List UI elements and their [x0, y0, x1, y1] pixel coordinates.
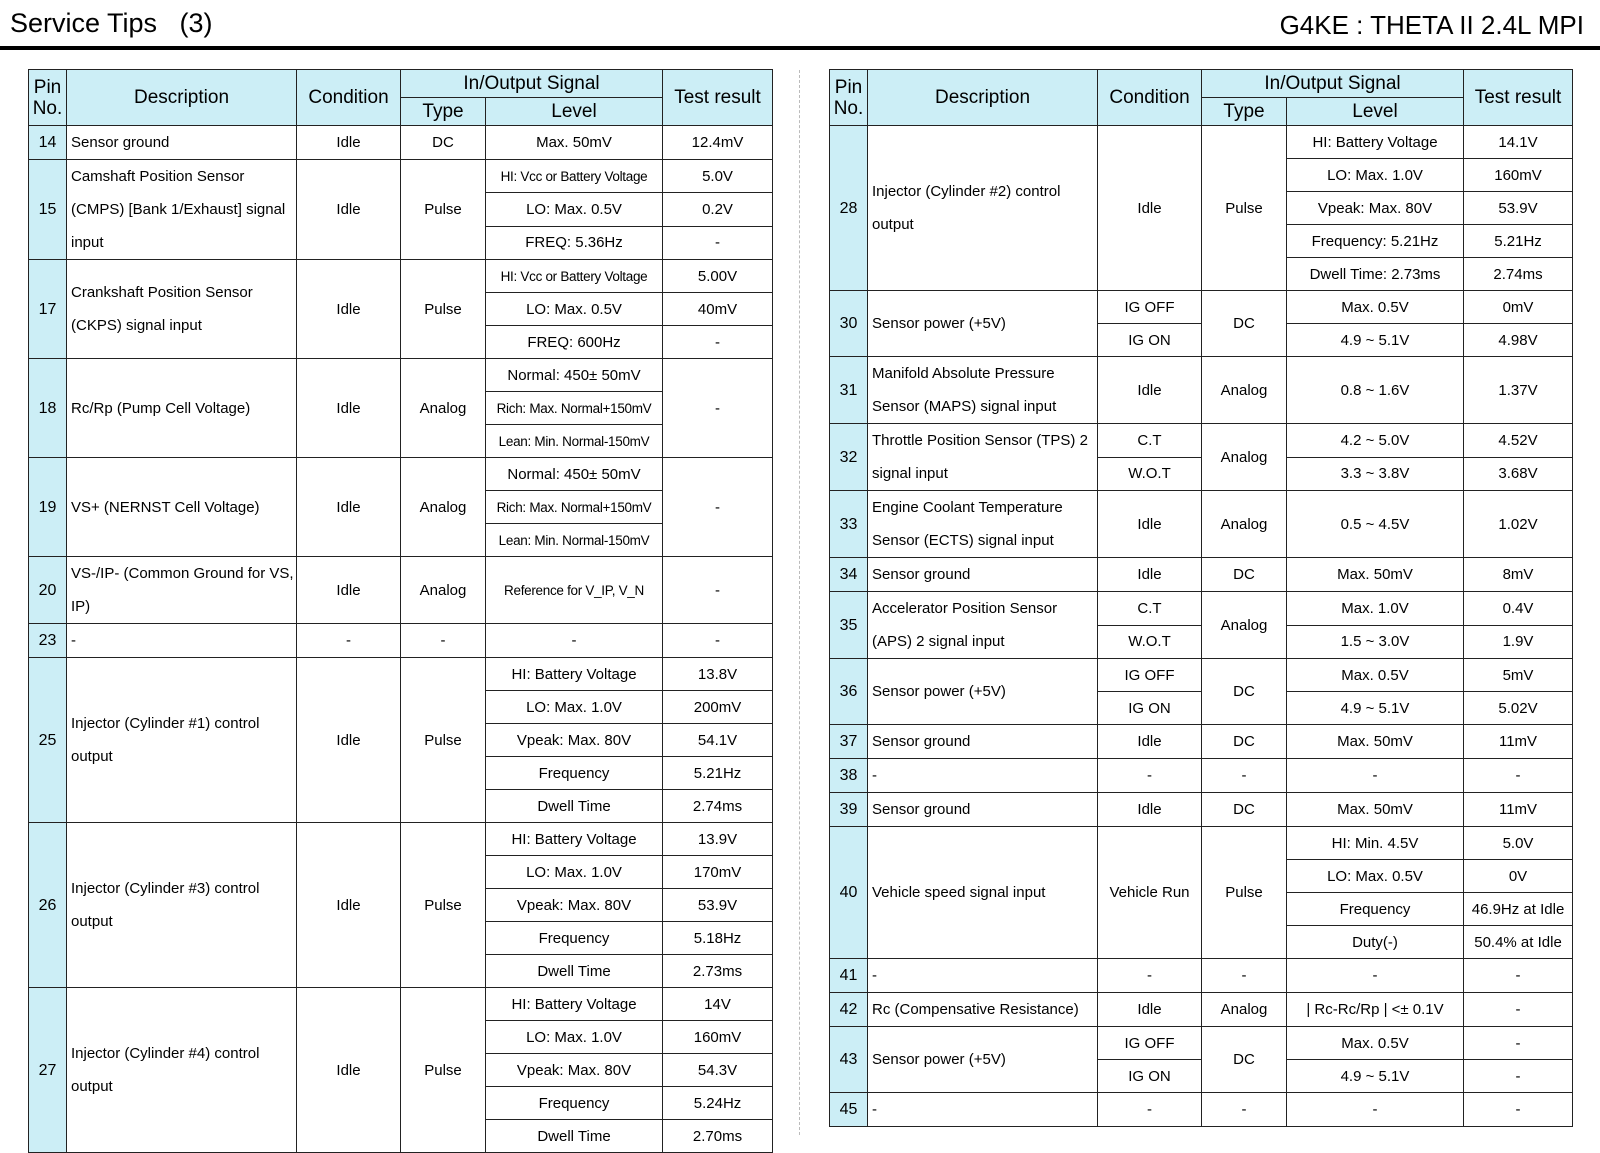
pin-condition: W.O.T	[1098, 625, 1202, 659]
test-result: 0mV	[1464, 291, 1573, 324]
signal-type: Pulse	[401, 823, 486, 988]
signal-level: 4.9 ~ 5.1V	[1287, 1060, 1464, 1093]
pin-condition: IG ON	[1098, 1060, 1202, 1093]
signal-type: Analog	[1202, 592, 1287, 659]
pin-header: Pin No.	[830, 70, 868, 126]
signal-type: -	[401, 624, 486, 658]
pin-condition: C.T	[1098, 424, 1202, 458]
pin-description: Sensor power (+5V)	[868, 291, 1098, 357]
signal-type: Pulse	[1202, 827, 1287, 959]
pin-condition: Idle	[297, 160, 401, 260]
test-result: 1.9V	[1464, 625, 1573, 659]
signal-type: DC	[1202, 1027, 1287, 1093]
signal-type: DC	[1202, 793, 1287, 827]
pin-condition: Idle	[1098, 993, 1202, 1027]
table-row	[830, 1093, 1573, 1127]
result-header: Test result	[1464, 70, 1573, 126]
test-result: 4.52V	[1464, 424, 1573, 458]
condition-header: Condition	[1098, 70, 1202, 126]
test-result: 5.0V	[1464, 827, 1573, 860]
table-row	[830, 291, 1573, 324]
signal-level: Rich: Max. Normal+150mV	[486, 392, 663, 425]
table-row	[29, 823, 773, 856]
table-row	[29, 624, 773, 658]
level-header: Level	[1287, 98, 1464, 126]
signal-type: DC	[1202, 291, 1287, 357]
table-row	[830, 1027, 1573, 1060]
table-row	[29, 126, 773, 160]
pin-condition: Idle	[1098, 793, 1202, 827]
test-result: 14.1V	[1464, 126, 1573, 159]
test-result: 1.37V	[1464, 357, 1573, 424]
signal-type: DC	[1202, 659, 1287, 725]
test-result: 0.2V	[663, 193, 773, 226]
signal-level: Frequency	[486, 1087, 663, 1120]
signal-level: Dwell Time: 2.73ms	[1287, 258, 1464, 291]
test-result: 53.9V	[1464, 192, 1573, 225]
pin-description: Rc/Rp (Pump Cell Voltage)	[67, 359, 297, 458]
pin-number: 34	[830, 558, 868, 592]
pin-condition: Idle	[1098, 725, 1202, 759]
table-row	[830, 126, 1573, 159]
signal-level: FREQ: 600Hz	[486, 326, 663, 359]
pin-description: Sensor power (+5V)	[868, 1027, 1098, 1093]
signal-level: Dwell Time	[486, 955, 663, 988]
pin-condition: Idle	[297, 557, 401, 624]
signal-type: Pulse	[401, 658, 486, 823]
signal-level: Max. 0.5V	[1287, 291, 1464, 324]
test-result: 2.73ms	[663, 955, 773, 988]
pin-description: Accelerator Position Sensor (APS) 2 signal input	[868, 592, 1098, 659]
pin-condition: Idle	[1098, 558, 1202, 592]
pin-description: Sensor ground	[868, 793, 1098, 827]
test-result: 160mV	[1464, 159, 1573, 192]
test-result: 160mV	[663, 1021, 773, 1054]
pin-condition: C.T	[1098, 592, 1202, 626]
pin-condition: -	[1098, 759, 1202, 793]
signal-level: HI: Vcc or Battery Voltage	[486, 260, 663, 293]
pin-header: Pin No.	[29, 70, 67, 126]
test-result: -	[663, 359, 773, 458]
table-row	[830, 993, 1573, 1027]
pin-number: 31	[830, 357, 868, 424]
table-row	[29, 458, 773, 491]
pin-number: 43	[830, 1027, 868, 1093]
pin-number: 15	[29, 160, 67, 260]
signal-level: 0.5 ~ 4.5V	[1287, 491, 1464, 558]
test-result: 11mV	[1464, 793, 1573, 827]
table-row	[29, 260, 773, 293]
signal-level: HI: Battery Voltage	[486, 658, 663, 691]
pin-description: Camshaft Position Sensor (CMPS) [Bank 1/Exhaust] signal input	[67, 160, 297, 260]
test-result: 2.74ms	[663, 790, 773, 823]
pin-number: 41	[830, 959, 868, 993]
pin-number: 27	[29, 988, 67, 1153]
signal-level: FREQ: 5.36Hz	[486, 226, 663, 259]
pin-condition: IG ON	[1098, 324, 1202, 357]
signal-level: Lean: Min. Normal-150mV	[486, 524, 663, 557]
pin-description: Sensor ground	[868, 725, 1098, 759]
pin-number: 40	[830, 827, 868, 959]
pin-condition: Idle	[297, 988, 401, 1153]
pin-description: Sensor ground	[868, 558, 1098, 592]
table-row	[830, 725, 1573, 759]
pin-condition: Idle	[297, 126, 401, 160]
pin-condition: IG ON	[1098, 692, 1202, 725]
signal-level: 4.9 ~ 5.1V	[1287, 324, 1464, 357]
pin-condition: IG OFF	[1098, 1027, 1202, 1060]
test-result: 5.18Hz	[663, 922, 773, 955]
pin-description: Sensor power (+5V)	[868, 659, 1098, 725]
signal-header: In/Output Signal	[401, 70, 663, 98]
page-divider	[799, 70, 800, 1135]
pin-description: Engine Coolant Temperature Sensor (ECTS) signal input	[868, 491, 1098, 558]
pin-number: 35	[830, 592, 868, 659]
signal-type: Pulse	[1202, 126, 1287, 291]
signal-level: Max. 50mV	[1287, 558, 1464, 592]
signal-level: 3.3 ~ 3.8V	[1287, 457, 1464, 491]
pin-description: Injector (Cylinder #2) control output	[868, 126, 1098, 291]
signal-type: Analog	[1202, 491, 1287, 558]
pin-number: 25	[29, 658, 67, 823]
signal-level: 0.8 ~ 1.6V	[1287, 357, 1464, 424]
signal-level: Vpeak: Max. 80V	[1287, 192, 1464, 225]
signal-level: | Rc-Rc/Rp | <± 0.1V	[1287, 993, 1464, 1027]
test-result: -	[663, 326, 773, 359]
signal-level: HI: Min. 4.5V	[1287, 827, 1464, 860]
signal-level: Vpeak: Max. 80V	[486, 724, 663, 757]
test-result: 0.4V	[1464, 592, 1573, 626]
signal-level: 4.2 ~ 5.0V	[1287, 424, 1464, 458]
test-result: 5.21Hz	[1464, 225, 1573, 258]
test-result: 0V	[1464, 860, 1573, 893]
page-title: Service Tips (3)	[10, 8, 213, 38]
test-result: 1.02V	[1464, 491, 1573, 558]
pin-condition: -	[297, 624, 401, 658]
pin-table-left	[28, 69, 773, 1153]
pin-description: -	[868, 959, 1098, 993]
pin-condition: IG OFF	[1098, 659, 1202, 692]
signal-level: HI: Vcc or Battery Voltage	[486, 160, 663, 193]
signal-level: Rich: Max. Normal+150mV	[486, 491, 663, 524]
test-result: 13.9V	[663, 823, 773, 856]
pin-condition: Idle	[1098, 126, 1202, 291]
test-result: -	[663, 557, 773, 624]
pin-condition: IG OFF	[1098, 291, 1202, 324]
test-result: 3.68V	[1464, 457, 1573, 491]
pin-number: 38	[830, 759, 868, 793]
test-result: 5.00V	[663, 260, 773, 293]
test-result: 53.9V	[663, 889, 773, 922]
signal-level: Max. 50mV	[1287, 725, 1464, 759]
type-header: Type	[1202, 98, 1287, 126]
pin-number: 32	[830, 424, 868, 491]
table-row	[830, 827, 1573, 860]
pin-number: 14	[29, 126, 67, 160]
signal-type: Analog	[1202, 357, 1287, 424]
signal-level: Dwell Time	[486, 790, 663, 823]
pin-condition: Idle	[297, 260, 401, 359]
signal-level: -	[1287, 759, 1464, 793]
pin-condition: Idle	[297, 359, 401, 458]
test-result: 54.1V	[663, 724, 773, 757]
test-result: 40mV	[663, 293, 773, 326]
signal-level: LO: Max. 1.0V	[486, 691, 663, 724]
signal-level: Duty(-)	[1287, 926, 1464, 959]
engine-title: G4KE : THETA II 2.4L MPI	[1279, 10, 1584, 40]
pin-number: 42	[830, 993, 868, 1027]
signal-level: LO: Max. 0.5V	[486, 193, 663, 226]
test-result: -	[1464, 1093, 1573, 1127]
signal-header: In/Output Signal	[1202, 70, 1464, 98]
signal-type: Analog	[401, 557, 486, 624]
signal-level: Max. 0.5V	[1287, 659, 1464, 692]
pin-number: 17	[29, 260, 67, 359]
signal-level: Vpeak: Max. 80V	[486, 1054, 663, 1087]
pin-description: -	[868, 759, 1098, 793]
signal-type: Analog	[401, 359, 486, 458]
test-result: 13.8V	[663, 658, 773, 691]
pin-description: Injector (Cylinder #3) control output	[67, 823, 297, 988]
pin-condition: Idle	[297, 823, 401, 988]
table-row	[830, 491, 1573, 525]
pin-number: 36	[830, 659, 868, 725]
signal-level: -	[486, 624, 663, 658]
signal-level: Frequency	[486, 757, 663, 790]
pin-description: Rc (Compensative Resistance)	[868, 993, 1098, 1027]
table-row	[29, 160, 773, 193]
signal-type: Analog	[1202, 424, 1287, 491]
pin-number: 37	[830, 725, 868, 759]
pin-condition: W.O.T	[1098, 457, 1202, 491]
test-result: 54.3V	[663, 1054, 773, 1087]
pin-description: Manifold Absolute Pressure Sensor (MAPS) signal input	[868, 357, 1098, 424]
test-result: 12.4mV	[663, 126, 773, 160]
signal-level: Reference for V_IP, V_N	[486, 557, 663, 624]
page-header	[0, 0, 1600, 50]
signal-level: 1.5 ~ 3.0V	[1287, 625, 1464, 659]
test-result: -	[1464, 959, 1573, 993]
signal-level: -	[1287, 1093, 1464, 1127]
signal-type: Analog	[1202, 993, 1287, 1027]
signal-level: LO: Max. 1.0V	[486, 1021, 663, 1054]
pin-description: Sensor ground	[67, 126, 297, 160]
test-result: -	[1464, 759, 1573, 793]
pin-number: 30	[830, 291, 868, 357]
signal-level: Normal: 450± 50mV	[486, 458, 663, 491]
pin-number: 19	[29, 458, 67, 557]
test-result: 11mV	[1464, 725, 1573, 759]
table-row	[830, 659, 1573, 692]
test-result: 5.21Hz	[663, 757, 773, 790]
signal-level: Max. 50mV	[486, 126, 663, 160]
test-result: 170mV	[663, 856, 773, 889]
signal-level: HI: Battery Voltage	[486, 988, 663, 1021]
signal-level: LO: Max. 0.5V	[486, 293, 663, 326]
signal-type: Pulse	[401, 160, 486, 260]
signal-level: LO: Max. 1.0V	[486, 856, 663, 889]
signal-level: LO: Max. 0.5V	[1287, 860, 1464, 893]
level-header: Level	[486, 98, 663, 126]
description-header: Description	[868, 70, 1098, 126]
table-row	[29, 658, 773, 691]
test-result: 5mV	[1464, 659, 1573, 692]
signal-type: -	[1202, 759, 1287, 793]
test-result: 200mV	[663, 691, 773, 724]
table-row	[29, 359, 773, 392]
test-result: -	[1464, 1027, 1573, 1060]
signal-type: DC	[1202, 558, 1287, 592]
test-result: 50.4% at Idle	[1464, 926, 1573, 959]
pin-description: -	[67, 624, 297, 658]
pin-number: 20	[29, 557, 67, 624]
table-row	[29, 988, 773, 1021]
pin-description: Vehicle speed signal input	[868, 827, 1098, 959]
signal-type: DC	[401, 126, 486, 160]
table-row	[830, 592, 1573, 626]
signal-level: Frequency	[1287, 893, 1464, 926]
pin-description: Injector (Cylinder #1) control output	[67, 658, 297, 823]
test-result: 14V	[663, 988, 773, 1021]
table-row	[830, 793, 1573, 827]
pin-condition: Idle	[1098, 357, 1202, 424]
table-row	[830, 759, 1573, 793]
table-row	[29, 557, 773, 624]
signal-level: Lean: Min. Normal-150mV	[486, 425, 663, 458]
test-result: 5.0V	[663, 160, 773, 193]
test-result: -	[1464, 1060, 1573, 1093]
signal-level: Frequency: 5.21Hz	[1287, 225, 1464, 258]
pin-table-right	[829, 69, 1573, 1127]
pin-number: 45	[830, 1093, 868, 1127]
pin-number: 26	[29, 823, 67, 988]
test-result: 2.74ms	[1464, 258, 1573, 291]
pin-condition: Vehicle Run	[1098, 827, 1202, 959]
table-row	[830, 357, 1573, 391]
signal-level: Dwell Time	[486, 1120, 663, 1153]
test-result: -	[663, 624, 773, 658]
test-result: -	[663, 226, 773, 259]
signal-level: -	[1287, 959, 1464, 993]
signal-level: Max. 0.5V	[1287, 1027, 1464, 1060]
test-result: 5.02V	[1464, 692, 1573, 725]
test-result: 8mV	[1464, 558, 1573, 592]
pin-number: 33	[830, 491, 868, 558]
signal-level: HI: Battery Voltage	[486, 823, 663, 856]
condition-header: Condition	[297, 70, 401, 126]
pin-description: Crankshaft Position Sensor (CKPS) signal input	[67, 260, 297, 359]
pin-description: Throttle Position Sensor (TPS) 2 signal input	[868, 424, 1098, 491]
signal-level: LO: Max. 1.0V	[1287, 159, 1464, 192]
signal-level: Max. 50mV	[1287, 793, 1464, 827]
pin-number: 23	[29, 624, 67, 658]
signal-level: Vpeak: Max. 80V	[486, 889, 663, 922]
signal-level: 4.9 ~ 5.1V	[1287, 692, 1464, 725]
signal-type: Pulse	[401, 260, 486, 359]
pin-description: VS-/IP- (Common Ground for VS, IP)	[67, 557, 297, 624]
signal-type: DC	[1202, 725, 1287, 759]
pin-number: 18	[29, 359, 67, 458]
test-result: -	[1464, 993, 1573, 1027]
signal-type: -	[1202, 959, 1287, 993]
type-header: Type	[401, 98, 486, 126]
table-row	[830, 558, 1573, 592]
test-result: 2.70ms	[663, 1120, 773, 1153]
test-result: 5.24Hz	[663, 1087, 773, 1120]
result-header: Test result	[663, 70, 773, 126]
pin-number: 39	[830, 793, 868, 827]
signal-level: HI: Battery Voltage	[1287, 126, 1464, 159]
pin-number: 28	[830, 126, 868, 291]
pin-description: VS+ (NERNST Cell Voltage)	[67, 458, 297, 557]
signal-type: -	[1202, 1093, 1287, 1127]
test-result: -	[663, 458, 773, 557]
test-result: 46.9Hz at Idle	[1464, 893, 1573, 926]
signal-level: Frequency	[486, 922, 663, 955]
table-row	[830, 424, 1573, 458]
pin-condition: Idle	[297, 458, 401, 557]
pin-description: -	[868, 1093, 1098, 1127]
test-result: 4.98V	[1464, 324, 1573, 357]
signal-level: Max. 1.0V	[1287, 592, 1464, 626]
pin-description: Injector (Cylinder #4) control output	[67, 988, 297, 1153]
signal-level: Normal: 450± 50mV	[486, 359, 663, 392]
pin-condition: Idle	[297, 658, 401, 823]
pin-condition: -	[1098, 959, 1202, 993]
table-row	[830, 959, 1573, 993]
pin-condition: -	[1098, 1093, 1202, 1127]
pin-condition: Idle	[1098, 491, 1202, 558]
signal-type: Pulse	[401, 988, 486, 1153]
description-header: Description	[67, 70, 297, 126]
signal-type: Analog	[401, 458, 486, 557]
